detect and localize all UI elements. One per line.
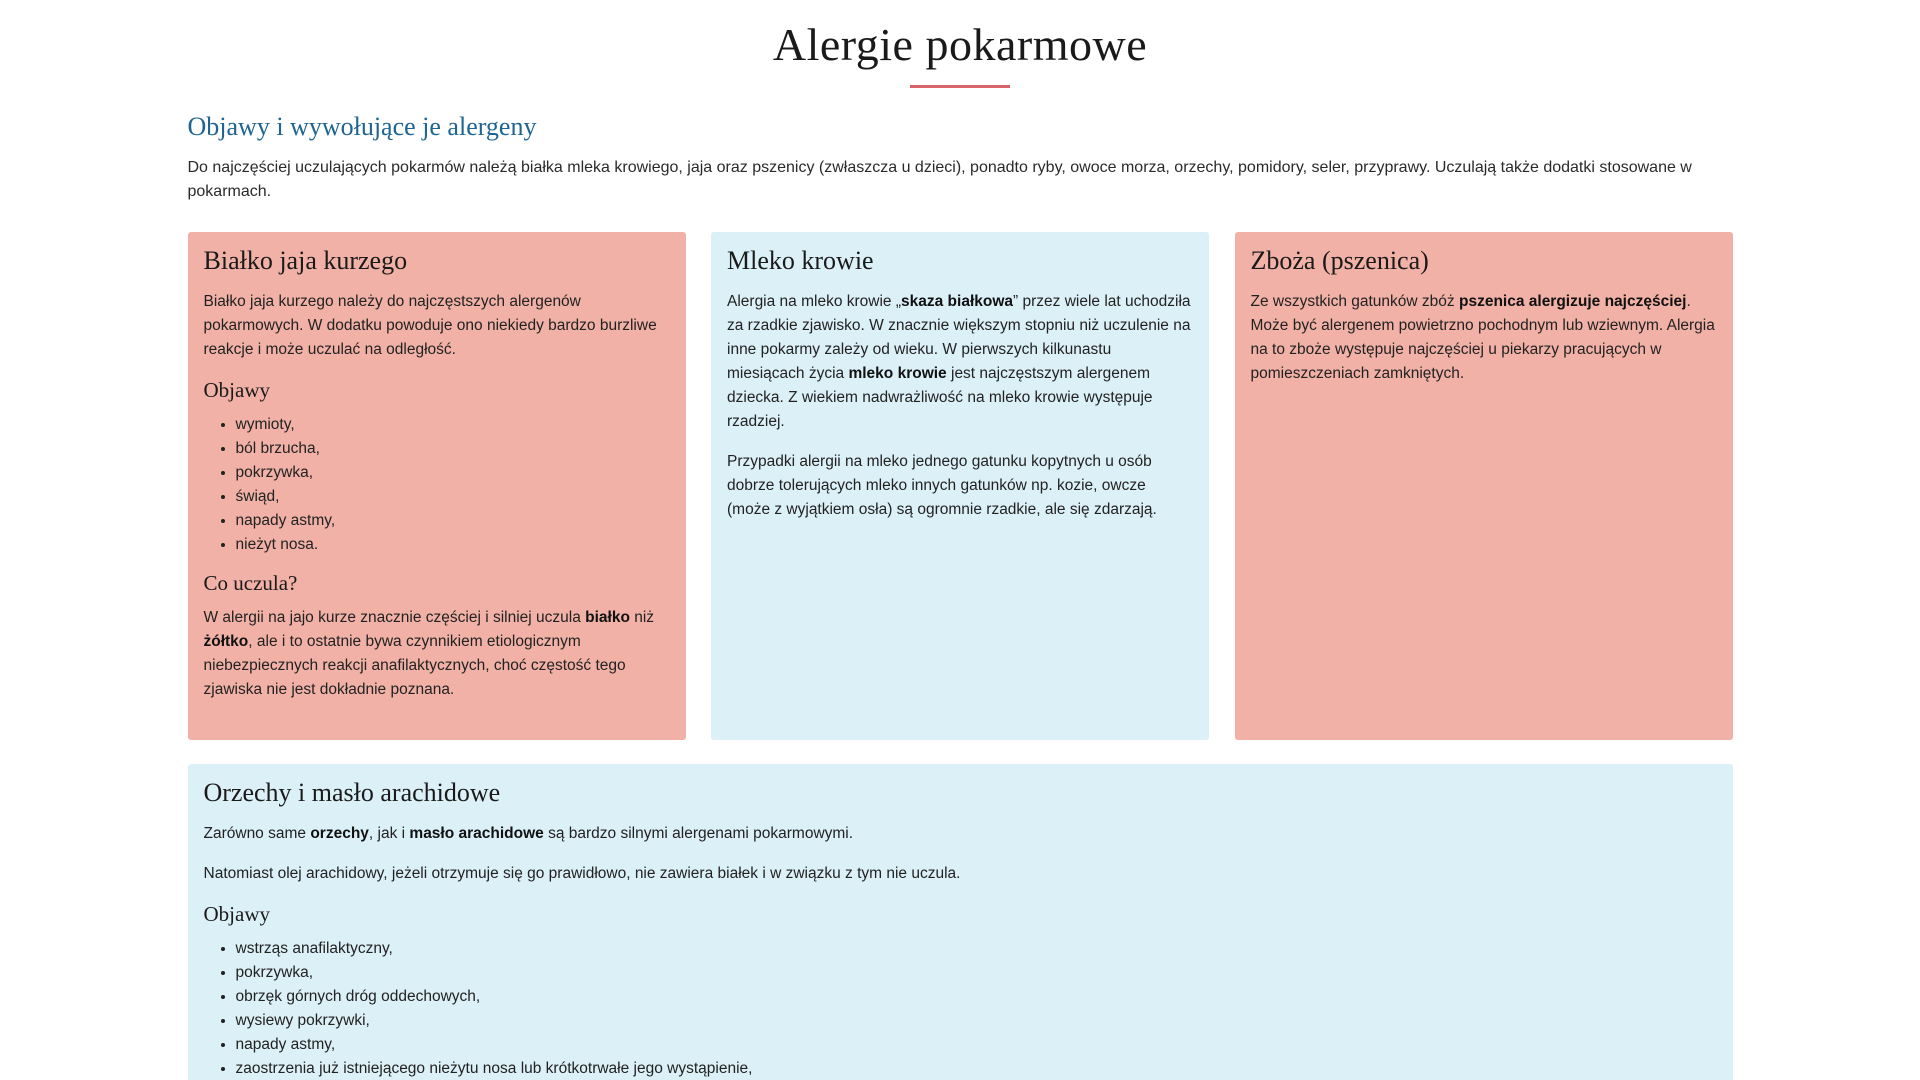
card-milk-text-2: Przypadki alergii na mleko jednego gatunku kopytnych u osób dobrze tolerujących mleko innych gatunków np. kozie, owcze (może z wyjątkiem osła) są ogromnie rzadkie, ale się zdarzają.: [727, 453, 1157, 518]
bold-text: masło arachidowe: [409, 825, 544, 842]
section-intro: Do najczęściej uczulających pokarmów należą białka mleka krowiego, jaja oraz pszenicy (zwłaszcza u dzieci), ponadto ryby, owoce morza, orzechy, pomidory, seler, przyprawy. Uczulają także dodatki stosowane w pokarmach.: [187, 159, 1692, 200]
bold-text: orzechy: [310, 825, 369, 842]
card-nuts-symptoms-list: [204, 937, 1717, 1080]
bold-text: żółtko: [203, 633, 249, 650]
section-title: Objawy i wywołujące je alergeny: [187, 112, 537, 141]
cards-row: [188, 232, 1733, 740]
card-egg-cause-text: [204, 606, 670, 702]
card-milk-title: Mleko krowie: [727, 246, 874, 275]
card-egg-symptoms-heading: Objawy: [203, 378, 270, 402]
title-underline: [910, 85, 1010, 88]
card-nuts-text-2: Natomiast olej arachidowy, jeżeli otrzymuje się go prawidłowo, nie zawiera białek i w związku z tym nie uczula.: [203, 865, 961, 882]
text-segment: Ze wszystkich gatunków zbóż: [1250, 293, 1459, 310]
card-wheat-title: Zboża (pszenica): [1250, 246, 1429, 275]
list-item: • obrzęk górnych dróg oddechowych,: [236, 985, 1717, 1009]
page-title: Alergie pokarmowe: [772, 19, 1148, 70]
list-item: • nieżyt nosa.: [236, 533, 670, 557]
bold-text: białko: [585, 609, 630, 626]
list-item: • wysiewy pokrzywki,: [236, 1009, 1717, 1033]
card-egg-symptoms-list: [204, 413, 670, 557]
text-segment: Zarówno same: [203, 825, 311, 842]
text-segment: są bardzo silnymi alergenami pokarmowymi.: [543, 825, 854, 842]
list-item: • pokrzywka,: [236, 461, 670, 485]
card-egg: [188, 232, 686, 740]
bold-text: pszenica alergizuje najczęściej: [1458, 293, 1687, 310]
card-egg-text: Białko jaja kurzego należy do najczęstszych alergenów pokarmowych. W dodatku powoduje ono niekiedy bardzo burzliwe reakcje i może uczulać na odległość.: [203, 293, 657, 358]
card-wheat: [1235, 232, 1733, 740]
card-nuts: [188, 764, 1733, 1080]
list-item: • ból brzucha,: [236, 437, 670, 461]
text-segment: . Może być alergenem powietrzno pochodnym lub wziewnym. Alergia na to zboże występuje najczęściej u piekarzy pracujących w pomieszczeniach zamkniętych.: [1250, 293, 1715, 382]
text-segment: ” przez wiele lat uchodziła za rzadkie zjawisko. W znacznie większym stopniu niż uczulenie na inne pokarmy zależy od wieku. W pierwszych kilkunastu miesiącach życia: [727, 293, 1191, 382]
list-item: • napady astmy,: [236, 509, 670, 533]
text-segment: , jak i: [368, 825, 410, 842]
text-segment: jest najczęstszym alergenem dziecka. Z wiekiem nadwrażliwość na mleko krowie występuje rzadziej.: [727, 365, 1153, 430]
bold-text: mleko krowie: [848, 365, 947, 382]
list-item: • wstrząs anafilaktyczny,: [236, 937, 1717, 961]
card-egg-title: Białko jaja kurzego: [203, 246, 408, 275]
text-segment: , ale i to ostatnie bywa czynnikiem etiologicznym niebezpiecznych reakcji anafilaktycznych, choć częstość tego zjawiska nie jest dokładnie poznana.: [203, 633, 626, 698]
list-item: • zaostrzenia już istniejącego nieżytu nosa lub krótkotrwałe jego wystąpienie,: [236, 1057, 1717, 1080]
list-item: • świąd,: [236, 485, 670, 509]
card-nuts-symptoms-heading: Objawy: [203, 902, 270, 926]
bold-text: skaza białkowa: [901, 293, 1014, 310]
page: [188, 0, 1733, 1080]
card-milk: [711, 232, 1209, 740]
card-nuts-title: Orzechy i masło arachidowe: [203, 778, 501, 807]
list-item: • pokrzywka,: [236, 961, 1717, 985]
list-item: • napady astmy,: [236, 1033, 1717, 1057]
text-segment: niż: [629, 609, 655, 626]
list-item: • wymioty,: [236, 413, 670, 437]
card-egg-cause-heading: Co uczula?: [203, 571, 298, 595]
card-milk-text-1: [727, 290, 1193, 434]
card-nuts-text-1: [204, 822, 1717, 846]
card-wheat-text: [1251, 290, 1717, 386]
text-segment: Alergia na mleko krowie „: [727, 293, 902, 310]
text-segment: W alergii na jajo kurze znacznie częściej i silniej uczula: [203, 609, 586, 626]
